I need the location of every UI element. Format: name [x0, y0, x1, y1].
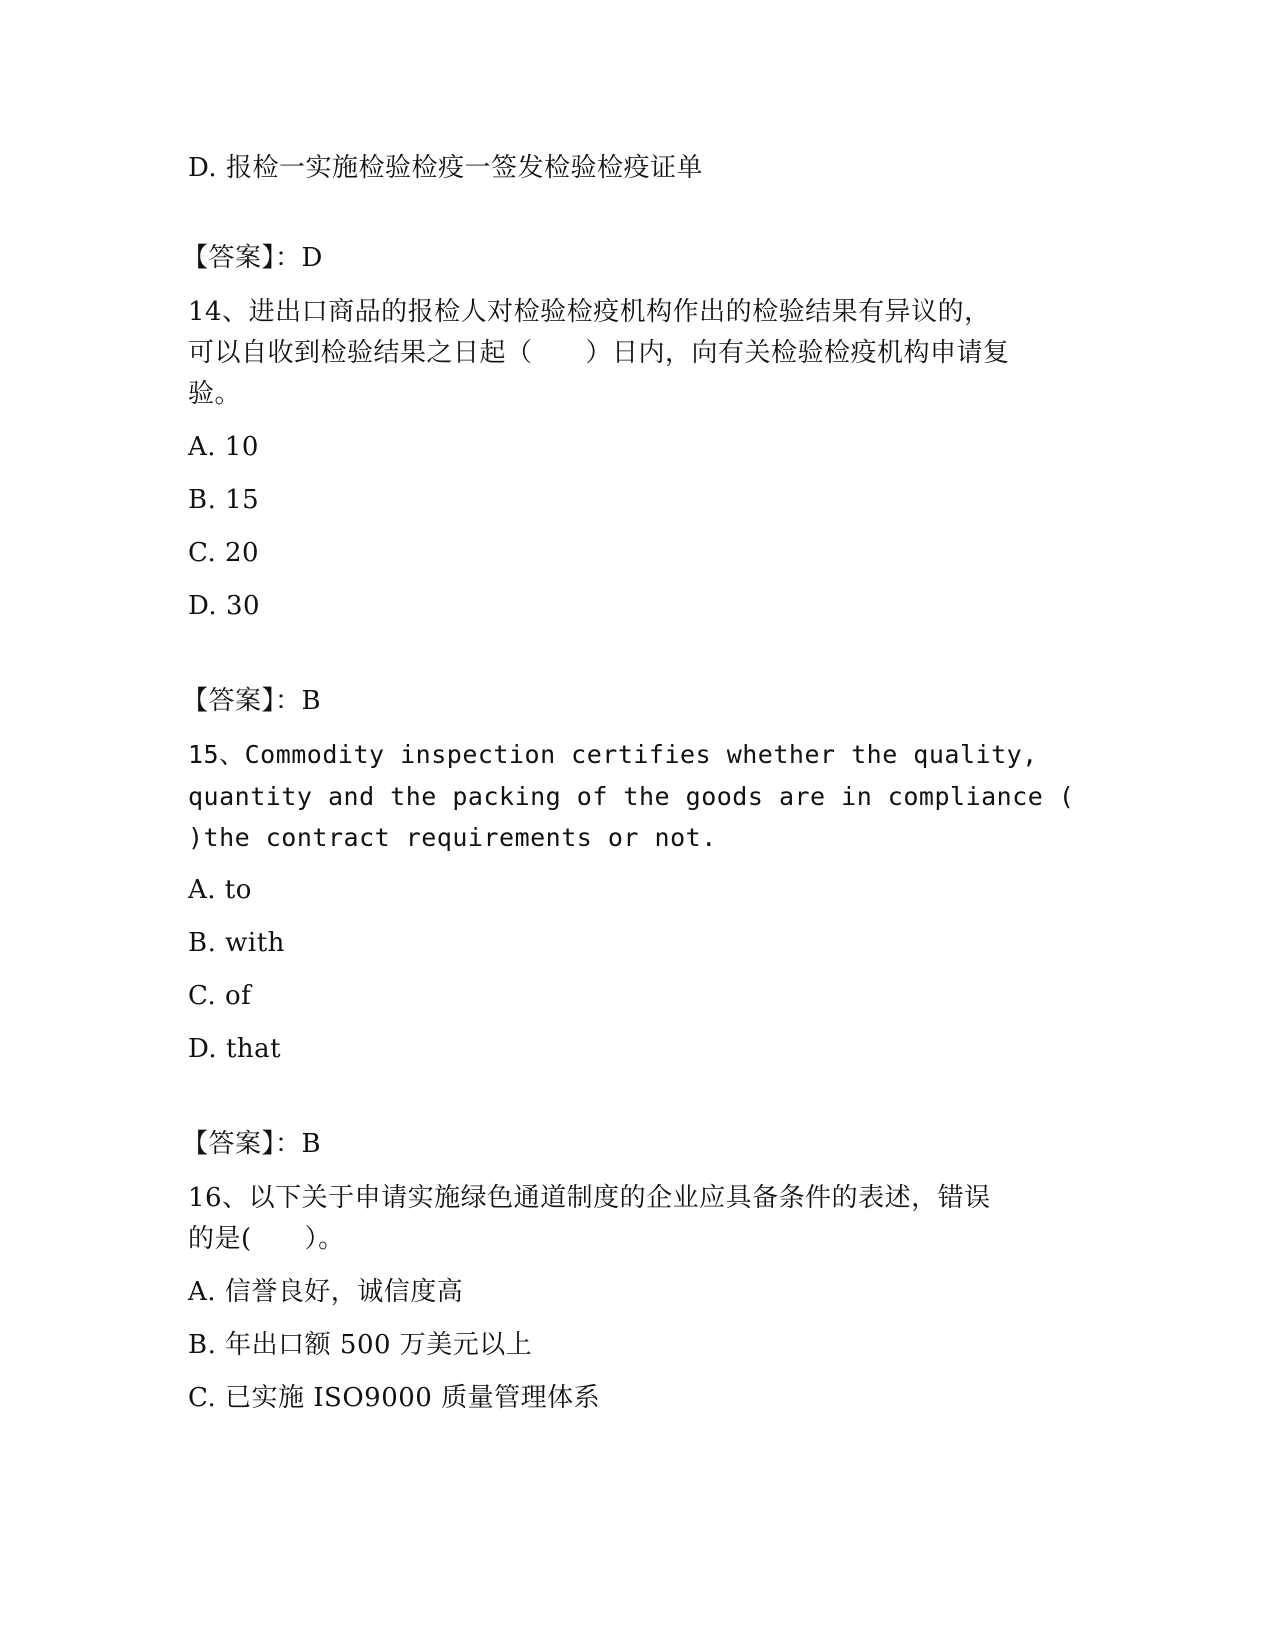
q14-text-line-1: 14、进出口商品的报检人对检验检疫机构作出的检验结果有异议的，	[188, 297, 991, 327]
q15-text-line-1: 15、Commodity inspection certifies whether the quality,	[188, 740, 1038, 769]
q15-option-d: D. that	[188, 1034, 282, 1064]
q16-text-line-2: 的是( ）。	[188, 1224, 345, 1254]
q14-option-d: D. 30	[188, 591, 261, 621]
q14-option-b: B. 15	[188, 485, 260, 515]
q16-option-b: B. 年出口额 500 万美元以上	[188, 1330, 533, 1360]
q14-text-line-2: 可以自收到检验结果之日起（ ）日内，向有关检验检疫机构申请复	[188, 338, 1010, 368]
prev-answer: 【答案】：D	[182, 243, 323, 273]
q16-option-a: A. 信誉良好，诚信度高	[188, 1277, 464, 1307]
q15-text-line-2: quantity and the packing of the goods are in compliance (	[188, 782, 1075, 811]
q15-option-a: A. to	[188, 875, 252, 905]
q16-option-c: C. 已实施 ISO9000 质量管理体系	[188, 1383, 601, 1413]
q14-option-a: A. 10	[188, 432, 259, 462]
q15-option-b: B. with	[188, 928, 285, 958]
q14-answer: 【答案】：B	[182, 686, 322, 716]
q14-option-c: C. 20	[188, 538, 260, 568]
q15-option-c: C. of	[188, 981, 252, 1011]
q14-text-line-3: 验。	[188, 379, 242, 409]
q16-text-line-1: 16、以下关于申请实施绿色通道制度的企业应具备条件的表述，错误	[188, 1183, 991, 1213]
q15-text-line-3: )the contract requirements or not.	[188, 823, 717, 852]
prev-option-d: D. 报检一实施检验检疫一签发检验检疫证单	[188, 153, 703, 183]
q15-answer: 【答案】：B	[182, 1129, 322, 1159]
